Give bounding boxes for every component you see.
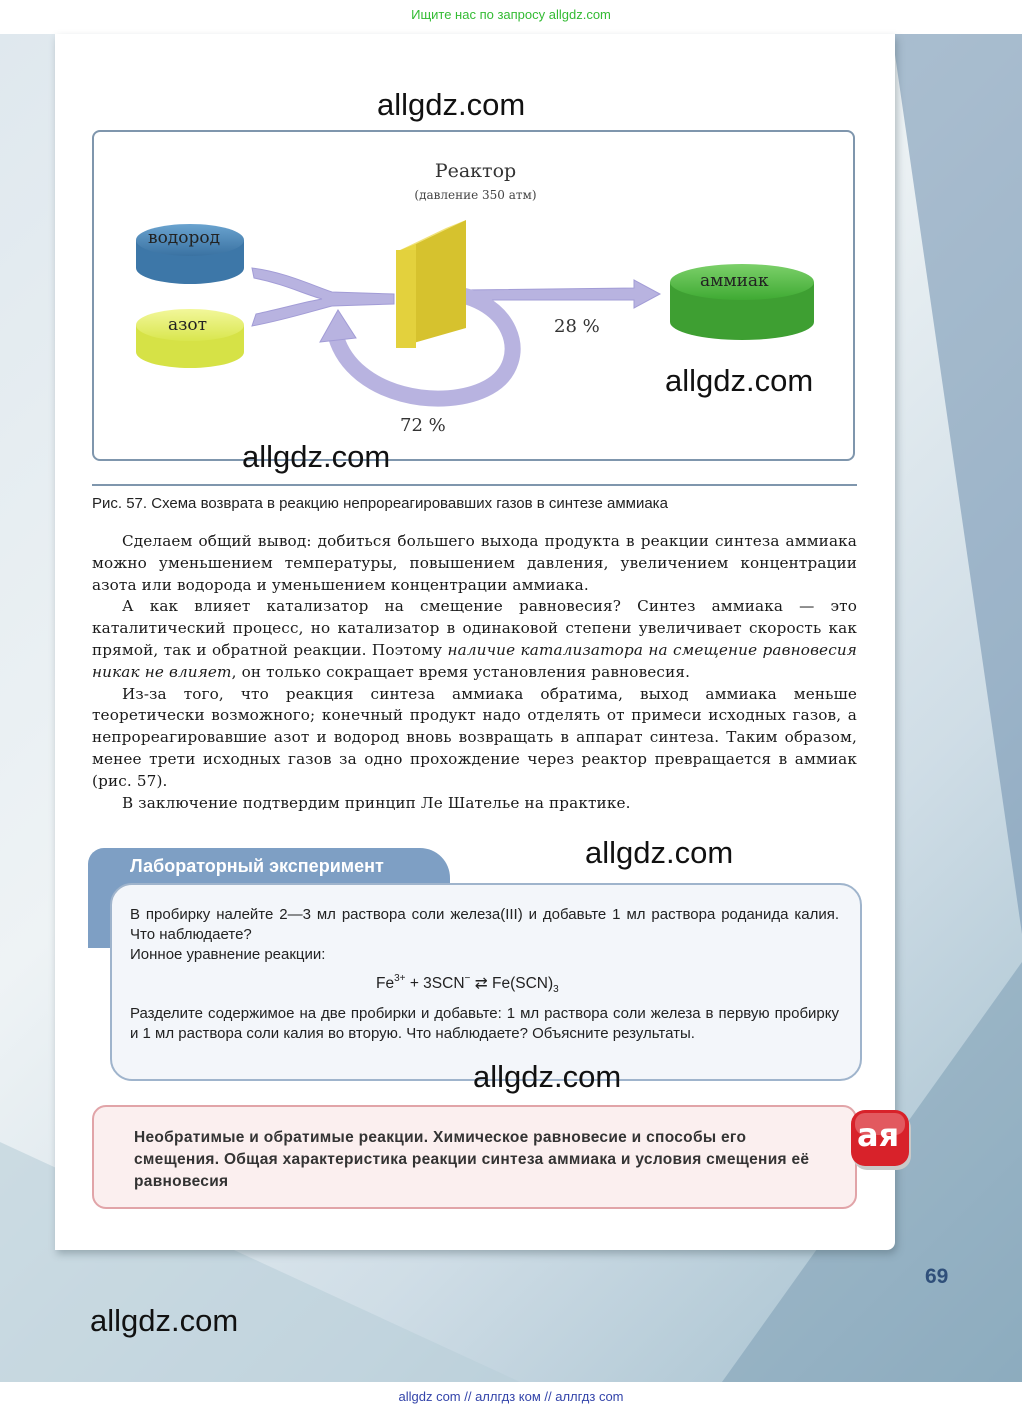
watermark: allgdz.com — [665, 363, 814, 398]
body-text — [92, 531, 857, 814]
emphasis-text: наличие катализатора на смещение равновесия никак не влияет — [92, 640, 857, 681]
watermark: allgdz.com — [90, 1303, 239, 1338]
paragraph: Сделаем общий вывод: добиться большего выхода продукта в реакции синтеза аммиака можно уменьшением температуры, повышением давления, увеличением концентрации азота или водорода и уменьшением концентрации аммиака. — [92, 532, 857, 594]
figure-57 — [92, 130, 855, 461]
label-nitrogen: азот — [168, 315, 208, 335]
input-arrow — [252, 268, 394, 326]
paragraph: Из-за того, что реакция синтеза аммиака обратима, выход аммиака меньше теоретически возможного; конечный продукт надо отделять от примеси исходных газов, а непрореагировавшие азот и водород вновь возвращать в аппарат синтеза. Таким образом, менее трети исходных газов за одно прохождение через реактор превращается в аммиак (рис. 57). — [92, 684, 857, 790]
label-ammonia: аммиак — [700, 271, 769, 291]
summary-text: Необратимые и обратимые реакции. Химическое равновесие и способы его смещения. Общая характеристика реакции синтеза аммиака и условия смещения её равновесия — [134, 1129, 810, 1190]
dictionary-badge-icon[interactable] — [851, 1110, 913, 1172]
paragraph: А как влияет катализатор на смещение равновесия? Синтез аммиака — это каталитический процесс, но катализатор в одинаковой степени увеличивает скорость как прямой, так и обратной реакции. Поэтому наличие катализатора на смещение равновесия никак не влияет, он только сокращает время установления равновесия. — [92, 597, 857, 681]
percent-output: 28 % — [554, 316, 600, 337]
lab-title: Лабораторный эксперимент — [130, 856, 384, 876]
watermark: allgdz.com — [377, 87, 526, 122]
reactor-block — [396, 220, 466, 348]
top-banner-link[interactable]: Ищите нас по запросу allgdz.com — [411, 7, 611, 22]
percent-recycle: 72 % — [400, 415, 446, 436]
badge-letters: ая — [857, 1116, 900, 1154]
lab-equation-label: Ионное уравнение реакции: — [130, 946, 326, 963]
page-number: 69 — [925, 1265, 949, 1288]
reactor-title: Реактор — [434, 160, 517, 182]
figure-caption: Рис. 57. Схема возврата в реакцию непрореагировавших газов в синтезе аммиака — [92, 495, 668, 512]
lab-instruction-2: Разделите содержимое на две пробирки и добавьте: 1 мл раствора соли железа в первую пробирку и 1 мл раствора соли калия во вторую. Что наблюдаете? Объясните результаты. — [130, 1005, 839, 1042]
watermark: allgdz.com — [242, 439, 391, 474]
ionic-equation: $Fe^{3+} + 3SCN^-$ ⇄ $Fe(SCN)_3$ — [376, 973, 559, 995]
caption-divider — [92, 484, 857, 486]
reactor-pressure: (давление 350 атм) — [414, 188, 537, 202]
paragraph: В заключение подтвердим принцип Ле Шателье на практике. — [122, 793, 631, 812]
label-hydrogen: водород — [148, 228, 221, 248]
watermark: allgdz.com — [585, 835, 734, 870]
footer-links[interactable]: allgdz com // аллгдз ком // аллгдз com — [398, 1389, 624, 1404]
watermark: allgdz.com — [473, 1059, 622, 1094]
synthesis-diagram — [94, 132, 853, 459]
lab-instruction: В пробирку налейте 2—3 мл раствора соли железа(III) и добавьте 1 мл раствора роданида калия. Что наблюдаете? — [130, 906, 839, 943]
